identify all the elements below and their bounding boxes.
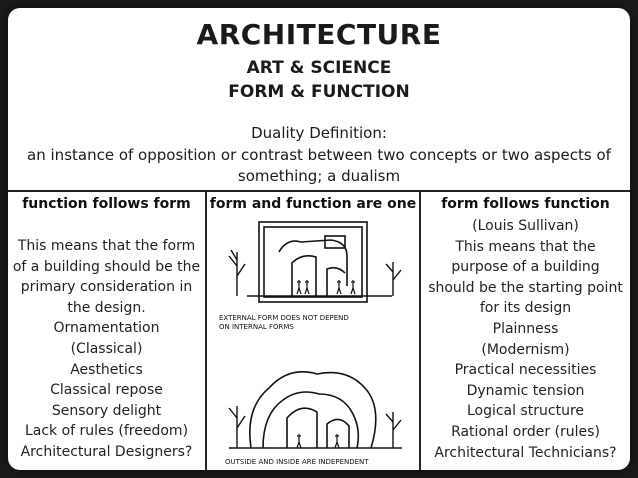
list-item: primary consideration in xyxy=(20,279,193,296)
list-item: This means that the form xyxy=(17,238,196,254)
list-item: Practical necessities xyxy=(454,362,597,379)
list-item: the design. xyxy=(67,299,146,316)
column-lines xyxy=(421,216,630,463)
duality-definition-line-2: something; a dualism xyxy=(237,167,401,185)
comparison-table xyxy=(8,190,630,470)
list-item: (Louis Sullivan) xyxy=(472,218,579,234)
list-item: (Classical) xyxy=(70,340,143,357)
duality-heading: Duality Definition: xyxy=(251,124,387,142)
column-form-and-function-are-one xyxy=(207,192,421,470)
list-item: Logical structure xyxy=(466,403,585,420)
list-item: Classical repose xyxy=(50,382,163,399)
list-item: Rational order (rules) xyxy=(451,423,600,440)
list-item: Lack of rules (freedom) xyxy=(24,423,189,440)
list-item: Dynamic tension xyxy=(466,382,585,399)
list-item: for its design xyxy=(479,300,572,317)
subtitle-art-science: ART & SCIENCE xyxy=(246,58,392,78)
column-function-follows-form xyxy=(8,192,207,470)
duality-definition-line-1: an instance of opposition or contrast between two concepts or two aspects of xyxy=(27,146,611,164)
column-form-follows-function xyxy=(421,192,630,470)
slide xyxy=(8,8,630,470)
sketch-caption-1a: EXTERNAL FORM DOES NOT DEPEND xyxy=(219,314,349,322)
list-item: Ornamentation xyxy=(53,320,160,337)
list-item: (Modernism) xyxy=(481,341,570,358)
list-item: of a building should be the xyxy=(12,258,201,275)
list-item: Aesthetics xyxy=(70,361,143,378)
sketch-caption-1b: ON INTERNAL FORMS xyxy=(219,323,294,331)
list-item: Architectural Technicians? xyxy=(434,444,617,461)
subtitle-form-function: FORM & FUNCTION xyxy=(228,82,410,102)
building-sketch-icon xyxy=(247,222,392,302)
list-item: This means that the xyxy=(455,238,596,255)
people-sketch-icon xyxy=(297,434,339,448)
list-item: should be the starting point xyxy=(428,279,623,296)
list-item: Architectural Designers? xyxy=(20,443,193,460)
column-lines xyxy=(8,236,205,463)
sketch-caption-2: OUTSIDE AND INSIDE ARE INDEPENDENT xyxy=(225,458,369,466)
page-title: ARCHITECTURE xyxy=(196,18,442,51)
list-item: purpose of a building xyxy=(451,259,600,276)
sketch-illustrations xyxy=(207,192,419,468)
column-heading: function follows form xyxy=(22,196,191,212)
slide-header xyxy=(8,8,630,194)
list-item: Plainness xyxy=(492,320,559,337)
column-heading: form and function are one xyxy=(209,196,417,212)
list-item: Sensory delight xyxy=(51,402,162,419)
column-heading: form follows function xyxy=(441,196,610,212)
building-sketch-icon xyxy=(229,372,402,448)
